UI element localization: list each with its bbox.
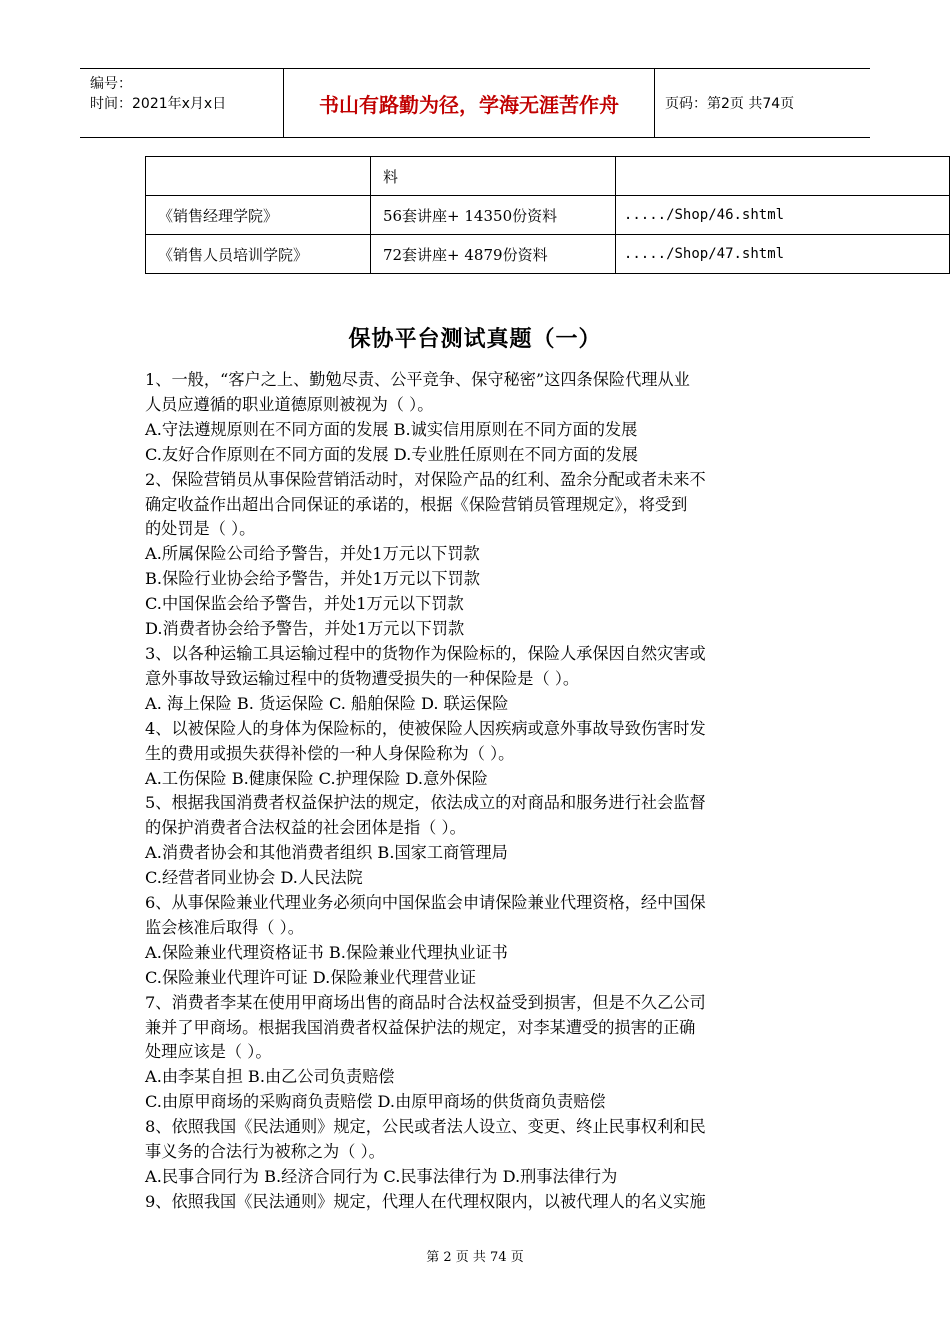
text-line: 9、依照我国《民法通则》规定，代理人在代理权限内，以被代理人的名义实施 — [145, 1191, 706, 1211]
text-line: A.由李某自担 B.由乙公司负责赔偿 — [145, 1067, 395, 1087]
text-line: 人员应遵循的职业道德原则被视为（ ）。 — [145, 394, 434, 414]
text-line: A.民事合同行为 B.经济合同行为 C.民事法律行为 D.刑事法律行为 — [145, 1167, 618, 1186]
text-line: A.工伤保险 B.健康保险 C.护理保险 D.意外保险 — [145, 768, 488, 788]
table-cell: 料 — [370, 157, 615, 196]
text-line: 事义务的合法行为被称之为（ ）。 — [145, 1142, 385, 1162]
resource-table — [145, 156, 950, 274]
page-footer: 第 2 页 共 74 页 — [426, 1250, 524, 1265]
text-line: 生的费用或损失获得补偿的一种人身保险称为（ ）。 — [145, 743, 515, 763]
text-line: 6、从事保险兼业代理业务必须向中国保监会申请保险兼业代理资格，经中国保 — [145, 893, 706, 913]
text-line: 8、依照我国《民法通则》规定，公民或者法人设立、变更、终止民事权利和民 — [145, 1117, 706, 1137]
table-row — [146, 157, 950, 196]
table-link[interactable]: ...../Shop/47.shtml — [615, 235, 949, 274]
text-line: 4、以被保险人的身体为保险标的，使被保险人因疾病或意外事故导致伤害时发 — [145, 718, 706, 738]
table-cell: 72套讲座+ 4879份资料 — [370, 235, 615, 274]
text-line: C.保险兼业代理许可证 D.保险兼业代理营业证 — [145, 967, 477, 987]
header-meta — [80, 69, 284, 137]
text-line: 兼并了甲商场。根据我国消费者权益保护法的规定，对李某遭受的损害的正确 — [145, 1017, 696, 1037]
text-line: 确定收益作出超出合同保证的承诺的，根据《保险营销员管理规定》，将受到 — [145, 494, 688, 514]
header-motto: 书山有路勤为径，学海无涯苦作舟 — [284, 69, 655, 137]
table-cell: 《销售人员培训学院》 — [146, 235, 371, 274]
header-page-number: 页码：第2页 共74页 — [665, 96, 795, 112]
text-line: 3、以各种运输工具运输过程中的货物作为保险标的，保险人承保因自然灾害或 — [145, 643, 706, 663]
table-row — [146, 235, 950, 274]
question-body — [145, 368, 810, 1215]
text-line: 的保护消费者合法权益的社会团体是指（ ）。 — [145, 818, 466, 838]
text-line: 监会核准后取得（ ）。 — [145, 917, 304, 937]
text-line: A.消费者协会和其他消费者组织 B.国家工商管理局 — [145, 843, 508, 863]
text-line: C.友好合作原则在不同方面的发展 D.专业胜任原则在不同方面的发展 — [145, 444, 638, 464]
text-line: D.消费者协会给予警告，并处1万元以下罚款 — [145, 619, 465, 639]
text-line: A.保险兼业代理资格证书 B.保险兼业代理执业证书 — [145, 942, 508, 962]
table-cell: 《销售经理学院》 — [146, 196, 371, 235]
text-line: C.由原甲商场的采购商负责赔偿 D.由原甲商场的供货商负责赔偿 — [145, 1092, 606, 1112]
text-line: 意外事故导致运输过程中的货物遭受损失的一种保险是（ ）。 — [145, 668, 580, 688]
table-cell — [615, 157, 949, 196]
text-line: B.保险行业协会给予警告，并处1万元以下罚款 — [145, 569, 480, 589]
text-line: A.所属保险公司给予警告，并处1万元以下罚款 — [145, 544, 480, 564]
text-line: 的处罚是（ ）。 — [145, 519, 256, 539]
number-label: 编号： — [90, 76, 132, 92]
text-line: 2、保险营销员从事保险营销活动时，对保险产品的红利、盈余分配或者未来不 — [145, 469, 706, 489]
page-header — [80, 68, 870, 138]
table-row — [146, 196, 950, 235]
table-link[interactable]: ...../Shop/46.shtml — [615, 196, 949, 235]
date-label: 时间：2021年x月x日 — [90, 96, 227, 112]
table-cell: 56套讲座+ 14350份资料 — [370, 196, 615, 235]
text-line: A. 海上保险 B. 货运保险 C. 船舶保险 D. 联运保险 — [145, 693, 509, 713]
text-line: C.中国保监会给予警告，并处1万元以下罚款 — [145, 594, 464, 614]
text-line: 1、一般，“客户之上、勤勉尽责、公平竞争、保守秘密”这四条保险代理从业 — [145, 370, 690, 389]
text-line: 5、根据我国消费者权益保护法的规定，依法成立的对商品和服务进行社会监督 — [145, 793, 706, 813]
text-line: A.守法遵规原则在不同方面的发展 B.诚实信用原则在不同方面的发展 — [145, 419, 638, 439]
text-line: 处理应该是（ ）。 — [145, 1042, 272, 1062]
text-line: C.经营者同业协会 D.人民法院 — [145, 868, 363, 888]
text-line: 7、消费者李某在使用甲商场出售的商品时合法权益受到损害，但是不久乙公司 — [145, 992, 706, 1012]
table-cell — [146, 157, 371, 196]
page-title: 保协平台测试真题（一） — [348, 327, 602, 352]
